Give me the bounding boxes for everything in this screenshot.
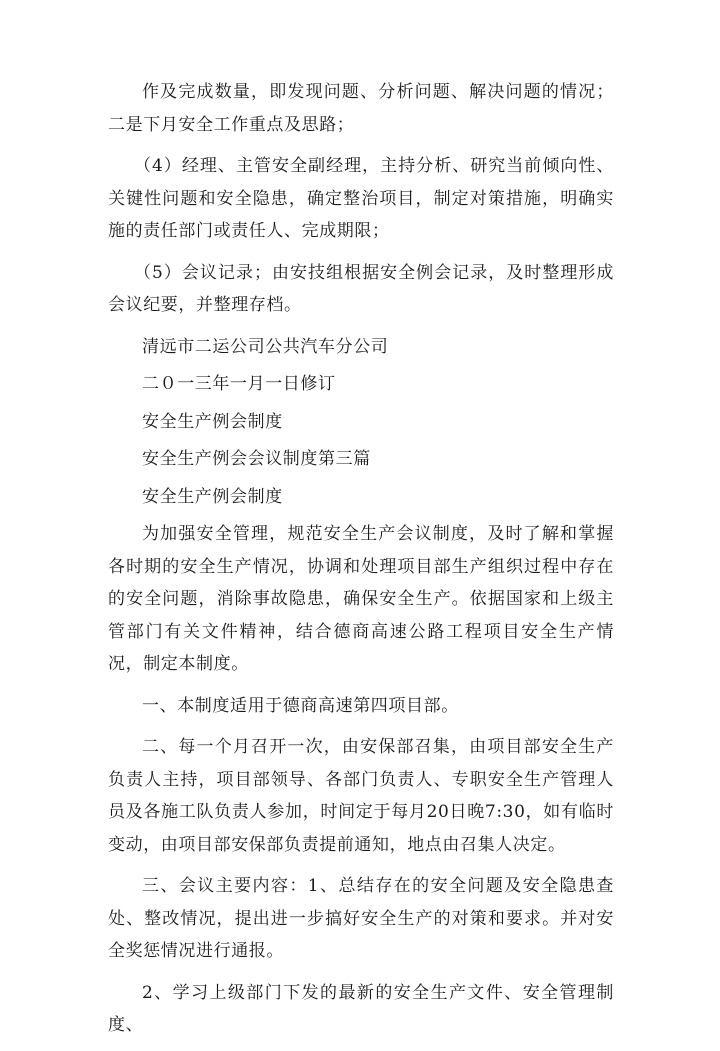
section-title: 安全生产例会制度 [142, 411, 283, 432]
paragraph-purpose: 为加强安全管理，规范安全生产会议制度，及时了解和掌握各时期的安全生产情况，协调和处理项目部生产组织过程中存在的安全问题，消除事故隐患，确保安全生产。依据国家和上级主管部门有关文件精神，结合德商高速公路工程项目安全生产情况，制定本制度。 [108, 524, 614, 674]
document-body [108, 76, 614, 1051]
paragraph-content: 三、会议主要内容：1、总结存在的安全问题及安全隐患查处、整改情况，提出进一步搞好安全生产的对策和要求。并对安全奖惩情况进行通报。 [108, 876, 614, 961]
section-subtitle: 安全生产例会会议制度第三篇 [142, 449, 371, 469]
revision-date: 二０一三年一月一日修订 [142, 374, 336, 394]
company-name: 清远市二运公司公共汽车分公司 [142, 336, 389, 357]
paragraph-continuation: 作及完成数量，即发现问题、分析问题、解决问题的情况；二是下月安全工作重点及思路； [108, 82, 614, 135]
paragraph-schedule: 二、每一个月召开一次，由安保部召集，由项目部安全生产负责人主持，项目部领导、各部门负责人、专职安全生产管理人员及各施工队负责人参加，时间定于每月20日晚7:30，如有临时变动，由项目部安保部负责提前通知，地点由召集人决定。 [108, 737, 614, 855]
paragraph-scope: 一、本制度适用于德商高速第四项目部。 [142, 695, 459, 716]
paragraph-study: 2、学习上级部门下发的最新的安全生产文件、安全管理制度、 [108, 982, 614, 1035]
section-title-repeat: 安全生产例会制度 [142, 486, 283, 507]
paragraph-item-4: （4）经理、主管安全副经理，主持分析、研究当前倾向性、关键性问题和安全隐患，确定整治项目，制定对策措施，明确实施的责任部门或责任人、完成期限； [108, 156, 614, 241]
paragraph-item-5: （5）会议记录；由安技组根据安全例会记录，及时整理形成会议纪要，并整理存档。 [108, 262, 614, 315]
